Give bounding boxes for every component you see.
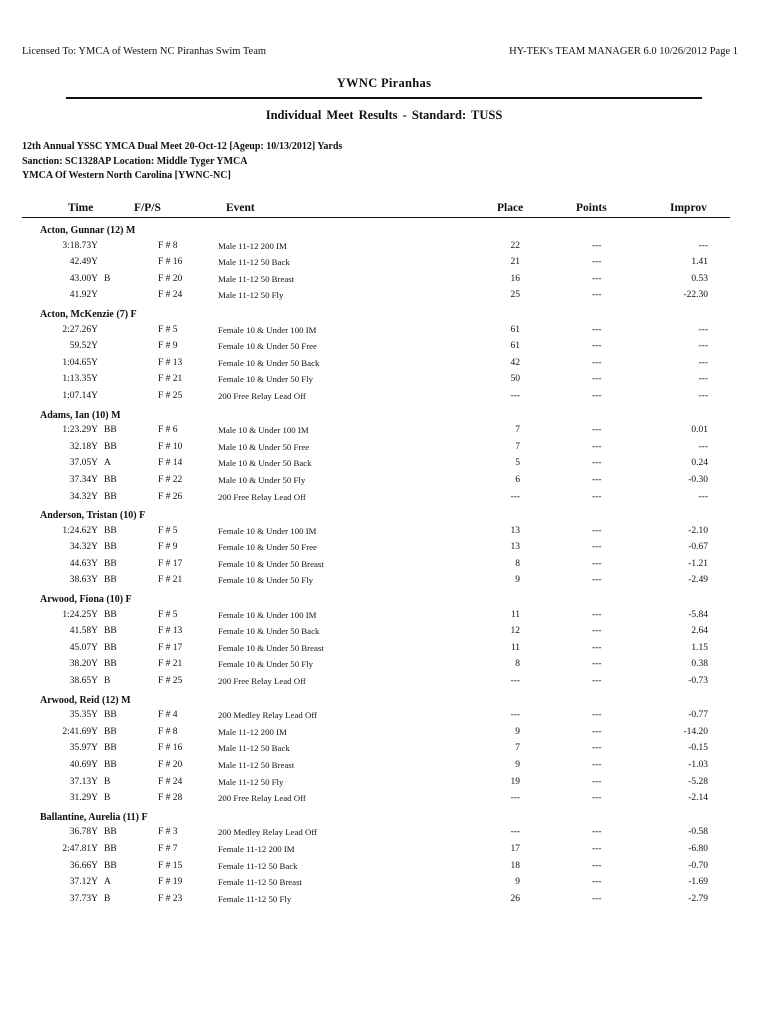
result-improv: -0.73	[688, 676, 708, 687]
result-points: ---	[592, 609, 602, 620]
result-improv: 0.24	[691, 458, 708, 469]
result-improv: -2.14	[688, 793, 708, 804]
result-standard: B	[104, 273, 111, 284]
result-place: 42	[510, 357, 520, 368]
result-points: ---	[592, 642, 602, 653]
result-points: ---	[592, 273, 602, 284]
result-improv: ---	[698, 357, 708, 368]
result-time: 38.65Y	[69, 676, 98, 687]
result-event: Male 11-12 50 Back	[218, 743, 290, 754]
result-row	[0, 456, 768, 473]
result-time: 2:47.81Y	[62, 843, 98, 854]
result-fps: F # 5	[158, 609, 178, 620]
result-time: 37.13Y	[69, 776, 98, 787]
result-fps: F # 25	[158, 676, 183, 687]
result-time: 41.92Y	[69, 290, 98, 301]
result-row	[0, 557, 768, 574]
result-place: 8	[515, 659, 520, 670]
result-fps: F # 13	[158, 626, 183, 637]
result-fps: F # 6	[158, 425, 178, 436]
result-time: 34.32Y	[69, 491, 98, 502]
result-improv: -1.69	[688, 877, 708, 888]
result-time: 35.35Y	[69, 710, 98, 721]
result-time: 37.12Y	[69, 877, 98, 888]
result-improv: -2.49	[688, 575, 708, 586]
result-fps: F # 21	[158, 374, 183, 385]
result-place: 16	[510, 273, 520, 284]
result-improv: -2.10	[688, 525, 708, 536]
result-row	[0, 758, 768, 775]
result-improv: ---	[698, 324, 708, 335]
result-row	[0, 288, 768, 305]
result-event: Female 10 & Under 50 Free	[218, 341, 317, 352]
result-event: Female 10 & Under 50 Fly	[218, 374, 314, 385]
result-fps: F # 17	[158, 558, 183, 569]
result-fps: F # 5	[158, 324, 178, 335]
result-improv: -0.67	[688, 542, 708, 553]
result-fps: F # 3	[158, 827, 178, 838]
result-row	[0, 239, 768, 256]
swimmer-name: Anderson, Tristan (10) F	[40, 510, 146, 522]
result-event: Male 11-12 50 Breast	[218, 273, 295, 284]
column-headers	[0, 202, 768, 218]
result-place: 7	[515, 743, 520, 754]
result-event: Male 11-12 50 Breast	[218, 760, 295, 770]
result-place: 50	[510, 374, 520, 385]
result-points: ---	[592, 575, 602, 586]
col-fps: F/P/S	[134, 202, 161, 214]
result-time: 59.52Y	[69, 341, 98, 352]
result-improv: 0.01	[691, 425, 708, 436]
result-row	[0, 725, 768, 742]
result-row	[0, 641, 768, 658]
result-time: 42.49Y	[69, 257, 98, 268]
result-fps: F # 8	[158, 240, 178, 251]
result-place: 25	[510, 290, 520, 301]
result-place: 9	[515, 760, 520, 770]
result-place: 61	[510, 341, 520, 352]
result-event: Female 11-12 50 Fly	[218, 893, 292, 904]
result-row	[0, 791, 768, 808]
meet-line-2: Sanction: SC1328AP Location: Middle Tyger YMCA	[22, 155, 248, 167]
result-event: Male 10 & Under 50 Fly	[218, 474, 306, 485]
result-event: Male 11-12 200 IM	[218, 240, 287, 251]
result-time: 1:07.14Y	[62, 390, 98, 401]
result-event: 200 Medley Relay Lead Off	[218, 710, 318, 721]
result-fps: F # 16	[158, 257, 183, 268]
result-fps: F # 28	[158, 793, 183, 804]
swimmer-heading	[0, 692, 768, 709]
result-fps: F # 7	[158, 843, 178, 854]
result-points: ---	[592, 425, 602, 436]
result-points: ---	[592, 743, 602, 754]
meet-line-3: YMCA Of Western North Carolina [YWNC-NC]	[22, 170, 231, 181]
result-time: 2:27.26Y	[62, 324, 98, 335]
result-event: Male 10 & Under 50 Back	[218, 458, 312, 469]
result-standard: A	[104, 458, 111, 469]
result-row	[0, 708, 768, 725]
result-event: Female 10 & Under 50 Breast	[218, 642, 324, 653]
result-fps: F # 16	[158, 743, 183, 754]
result-time: 1:24.25Y	[62, 609, 98, 620]
result-place: 13	[510, 525, 520, 536]
result-fps: F # 5	[158, 525, 178, 536]
result-place: 9	[515, 575, 520, 586]
result-place: 11	[510, 609, 520, 620]
swimmer-name: Arwood, Fiona (10) F	[40, 594, 132, 606]
result-improv: ---	[698, 341, 708, 352]
result-event: 200 Free Relay Lead Off	[218, 491, 306, 502]
result-points: ---	[592, 626, 602, 637]
result-event: Female 10 & Under 100 IM	[218, 525, 317, 536]
result-row	[0, 573, 768, 590]
result-place: 5	[515, 458, 520, 469]
col-improv: Improv	[670, 202, 707, 214]
meet-line-1: 12th Annual YSSC YMCA Dual Meet 20-Oct-12 [Ageup: 10/13/2012] Yards	[22, 141, 343, 152]
result-standard: BB	[104, 525, 117, 536]
result-event: Male 10 & Under 50 Free	[218, 441, 310, 452]
result-fps: F # 13	[158, 357, 183, 368]
result-time: 45.07Y	[69, 642, 98, 653]
result-standard: B	[104, 676, 111, 687]
result-time: 32.18Y	[69, 441, 98, 452]
result-fps: F # 21	[158, 575, 183, 586]
result-fps: F # 14	[158, 458, 183, 469]
result-improv: -0.58	[688, 827, 708, 838]
result-fps: F # 15	[158, 860, 183, 871]
result-fps: F # 8	[158, 726, 178, 737]
result-row	[0, 624, 768, 641]
result-time: 1:13.35Y	[62, 374, 98, 385]
result-row	[0, 356, 768, 373]
swimmer-heading	[0, 809, 768, 826]
result-improv: -2.79	[688, 893, 708, 904]
result-standard: B	[104, 893, 111, 904]
result-improv: -0.77	[688, 710, 708, 721]
result-improv: ---	[698, 390, 708, 401]
result-standard: BB	[104, 491, 117, 502]
result-standard: B	[104, 793, 111, 804]
result-points: ---	[592, 324, 602, 335]
result-row	[0, 490, 768, 507]
result-points: ---	[592, 458, 602, 469]
result-time: 37.34Y	[69, 474, 98, 485]
result-row	[0, 674, 768, 691]
result-place: 9	[515, 877, 520, 888]
result-points: ---	[592, 676, 602, 687]
result-standard: BB	[104, 726, 117, 737]
result-standard: BB	[104, 441, 117, 452]
license-line: Licensed To: YMCA of Western NC Piranhas Swim Team	[22, 46, 267, 57]
result-place: 11	[510, 642, 520, 653]
result-event: Male 11-12 50 Fly	[218, 290, 284, 301]
result-standard: BB	[104, 843, 117, 854]
result-row	[0, 423, 768, 440]
results-table	[0, 222, 768, 909]
result-fps: F # 25	[158, 390, 183, 401]
result-time: 40.69Y	[69, 760, 98, 770]
swimmer-name: Ballantine, Aurelia (11) F	[40, 811, 148, 823]
result-place: ---	[510, 676, 520, 687]
result-fps: F # 20	[158, 760, 183, 770]
result-standard: A	[104, 877, 111, 888]
result-event: 200 Free Relay Lead Off	[218, 390, 306, 401]
result-standard: BB	[104, 642, 117, 653]
result-points: ---	[592, 793, 602, 804]
result-standard: BB	[104, 743, 117, 754]
result-place: 12	[510, 626, 520, 637]
result-place: ---	[510, 390, 520, 401]
result-standard: BB	[104, 827, 117, 838]
result-place: 61	[510, 324, 520, 335]
result-event: Female 10 & Under 50 Back	[218, 626, 320, 637]
result-fps: F # 9	[158, 542, 178, 553]
result-place: ---	[510, 710, 520, 721]
result-fps: F # 19	[158, 877, 183, 888]
result-points: ---	[592, 760, 602, 770]
result-row	[0, 842, 768, 859]
result-place: 19	[510, 776, 520, 787]
result-points: ---	[592, 827, 602, 838]
result-improv: 0.38	[691, 659, 708, 670]
result-event: Female 10 & Under 50 Fly	[218, 575, 314, 586]
result-improv: -22.30	[683, 290, 708, 301]
result-row	[0, 255, 768, 272]
result-improv: ---	[698, 374, 708, 385]
result-row	[0, 272, 768, 289]
result-event: Male 11-12 50 Back	[218, 257, 290, 268]
result-time: 38.63Y	[69, 575, 98, 586]
result-points: ---	[592, 776, 602, 787]
result-improv: ---	[698, 240, 708, 251]
result-points: ---	[592, 558, 602, 569]
result-event: Male 11-12 50 Fly	[218, 776, 284, 787]
result-standard: BB	[104, 425, 117, 436]
swimmer-heading	[0, 306, 768, 323]
result-place: 7	[515, 425, 520, 436]
result-points: ---	[592, 659, 602, 670]
swimmer-heading	[0, 407, 768, 424]
result-time: 2:41.69Y	[62, 726, 98, 737]
result-points: ---	[592, 441, 602, 452]
col-points: Points	[576, 202, 607, 214]
result-standard: BB	[104, 542, 117, 553]
result-standard: BB	[104, 626, 117, 637]
result-event: 200 Free Relay Lead Off	[218, 676, 306, 687]
result-points: ---	[592, 474, 602, 485]
result-points: ---	[592, 390, 602, 401]
result-place: 17	[510, 843, 520, 854]
result-improv: -0.70	[688, 860, 708, 871]
result-event: Female 11-12 200 IM	[218, 843, 295, 854]
result-time: 37.05Y	[69, 458, 98, 469]
result-place: ---	[510, 827, 520, 838]
result-points: ---	[592, 374, 602, 385]
result-time: 43.00Y	[69, 273, 98, 284]
result-event: 200 Free Relay Lead Off	[218, 793, 306, 804]
result-time: 34.32Y	[69, 542, 98, 553]
result-event: Female 10 & Under 100 IM	[218, 324, 317, 335]
result-standard: BB	[104, 659, 117, 670]
result-improv: 1.41	[691, 257, 708, 268]
report-title: Individual Meet Results - Standard: TUSS	[265, 108, 503, 122]
result-row	[0, 859, 768, 876]
result-points: ---	[592, 843, 602, 854]
header-rule	[22, 217, 730, 218]
result-standard: BB	[104, 474, 117, 485]
result-row	[0, 875, 768, 892]
result-points: ---	[592, 860, 602, 871]
result-row	[0, 775, 768, 792]
result-event: Female 11-12 50 Breast	[218, 877, 302, 888]
result-event: Female 10 & Under 50 Back	[218, 357, 320, 368]
result-fps: F # 24	[158, 776, 183, 787]
result-improv: -5.28	[688, 776, 708, 787]
swimmer-heading	[0, 591, 768, 608]
result-place: ---	[510, 793, 520, 804]
result-fps: F # 9	[158, 341, 178, 352]
result-row	[0, 440, 768, 457]
result-time: 1:24.62Y	[62, 525, 98, 536]
result-event: Female 10 & Under 50 Fly	[218, 659, 314, 670]
result-time: 3:18.73Y	[62, 240, 98, 251]
result-row	[0, 825, 768, 842]
result-time: 36.78Y	[69, 827, 98, 838]
result-event: Female 10 & Under 100 IM	[218, 609, 317, 620]
result-time: 38.20Y	[69, 659, 98, 670]
result-place: ---	[510, 491, 520, 502]
result-fps: F # 21	[158, 659, 183, 670]
result-time: 31.29Y	[69, 793, 98, 804]
swimmer-name: Arwood, Reid (12) M	[40, 694, 131, 706]
col-place: Place	[497, 202, 524, 214]
result-points: ---	[592, 525, 602, 536]
result-improv: 2.64	[691, 626, 708, 637]
result-row	[0, 524, 768, 541]
result-place: 13	[510, 542, 520, 553]
result-event: Female 10 & Under 50 Free	[218, 542, 317, 553]
result-points: ---	[592, 240, 602, 251]
result-time: 44.63Y	[69, 558, 98, 569]
result-improv: -0.15	[688, 743, 708, 754]
result-points: ---	[592, 710, 602, 721]
result-improv: ---	[698, 491, 708, 502]
result-event: Male 11-12 200 IM	[218, 726, 287, 737]
result-time: 37.73Y	[69, 893, 98, 904]
result-row	[0, 741, 768, 758]
result-points: ---	[592, 341, 602, 352]
result-time: 36.66Y	[69, 860, 98, 871]
result-place: 26	[510, 893, 520, 904]
result-place: 22	[510, 240, 520, 251]
result-improv: ---	[698, 441, 708, 452]
team-title: YWNC Piranhas	[336, 76, 432, 90]
result-place: 21	[510, 257, 520, 268]
result-improv: 0.53	[691, 273, 708, 284]
result-points: ---	[592, 491, 602, 502]
result-points: ---	[592, 726, 602, 737]
result-place: 7	[515, 441, 520, 452]
result-improv: -6.80	[688, 843, 708, 854]
result-standard: BB	[104, 760, 117, 770]
result-event: 200 Medley Relay Lead Off	[218, 827, 318, 838]
result-fps: F # 4	[158, 710, 178, 721]
result-time: 1:04.65Y	[62, 357, 98, 368]
result-improv: -0.30	[688, 474, 708, 485]
result-points: ---	[592, 290, 602, 301]
title-rule	[66, 97, 702, 99]
result-fps: F # 10	[158, 441, 183, 452]
result-fps: F # 22	[158, 474, 183, 485]
result-place: 18	[510, 860, 520, 871]
result-standard: B	[104, 776, 111, 787]
result-fps: F # 26	[158, 491, 183, 502]
result-improv: -14.20	[683, 726, 708, 737]
result-place: 9	[515, 726, 520, 737]
swimmer-heading	[0, 507, 768, 524]
result-place: 6	[515, 474, 520, 485]
result-place: 8	[515, 558, 520, 569]
result-time: 1:23.29Y	[62, 425, 98, 436]
result-event: Female 10 & Under 50 Breast	[218, 558, 324, 569]
result-standard: BB	[104, 558, 117, 569]
col-event: Event	[226, 202, 255, 214]
result-fps: F # 17	[158, 642, 183, 653]
result-improv: -5.84	[688, 609, 708, 620]
result-standard: BB	[104, 860, 117, 871]
result-improv: 1.15	[691, 642, 708, 653]
result-row	[0, 608, 768, 625]
result-fps: F # 20	[158, 273, 183, 284]
meet-info	[22, 140, 342, 184]
result-standard: BB	[104, 609, 117, 620]
result-row	[0, 323, 768, 340]
result-points: ---	[592, 877, 602, 888]
result-improv: -1.21	[688, 558, 708, 569]
swimmer-name: Acton, McKenzie (7) F	[40, 308, 137, 320]
swimmer-name: Adams, Ian (10) M	[40, 409, 121, 421]
result-event: Male 10 & Under 100 IM	[218, 425, 309, 436]
result-points: ---	[592, 893, 602, 904]
result-row	[0, 339, 768, 356]
col-time: Time	[68, 202, 94, 214]
result-points: ---	[592, 542, 602, 553]
result-improv: -1.03	[688, 760, 708, 770]
result-standard: BB	[104, 575, 117, 586]
result-event: Female 11-12 50 Back	[218, 860, 298, 871]
result-fps: F # 23	[158, 893, 183, 904]
result-standard: BB	[104, 710, 117, 721]
swimmer-name: Acton, Gunnar (12) M	[40, 225, 136, 236]
result-time: 35.97Y	[69, 743, 98, 754]
result-row	[0, 892, 768, 909]
result-row	[0, 473, 768, 490]
swimmer-heading	[0, 222, 768, 239]
result-row	[0, 657, 768, 674]
result-points: ---	[592, 257, 602, 268]
result-row	[0, 540, 768, 557]
result-row	[0, 372, 768, 389]
result-row	[0, 389, 768, 406]
result-points: ---	[592, 357, 602, 368]
software-line: HY-TEK's TEAM MANAGER 6.0 10/26/2012 Page 1	[509, 46, 738, 57]
result-fps: F # 24	[158, 290, 183, 301]
result-time: 41.58Y	[69, 626, 98, 637]
